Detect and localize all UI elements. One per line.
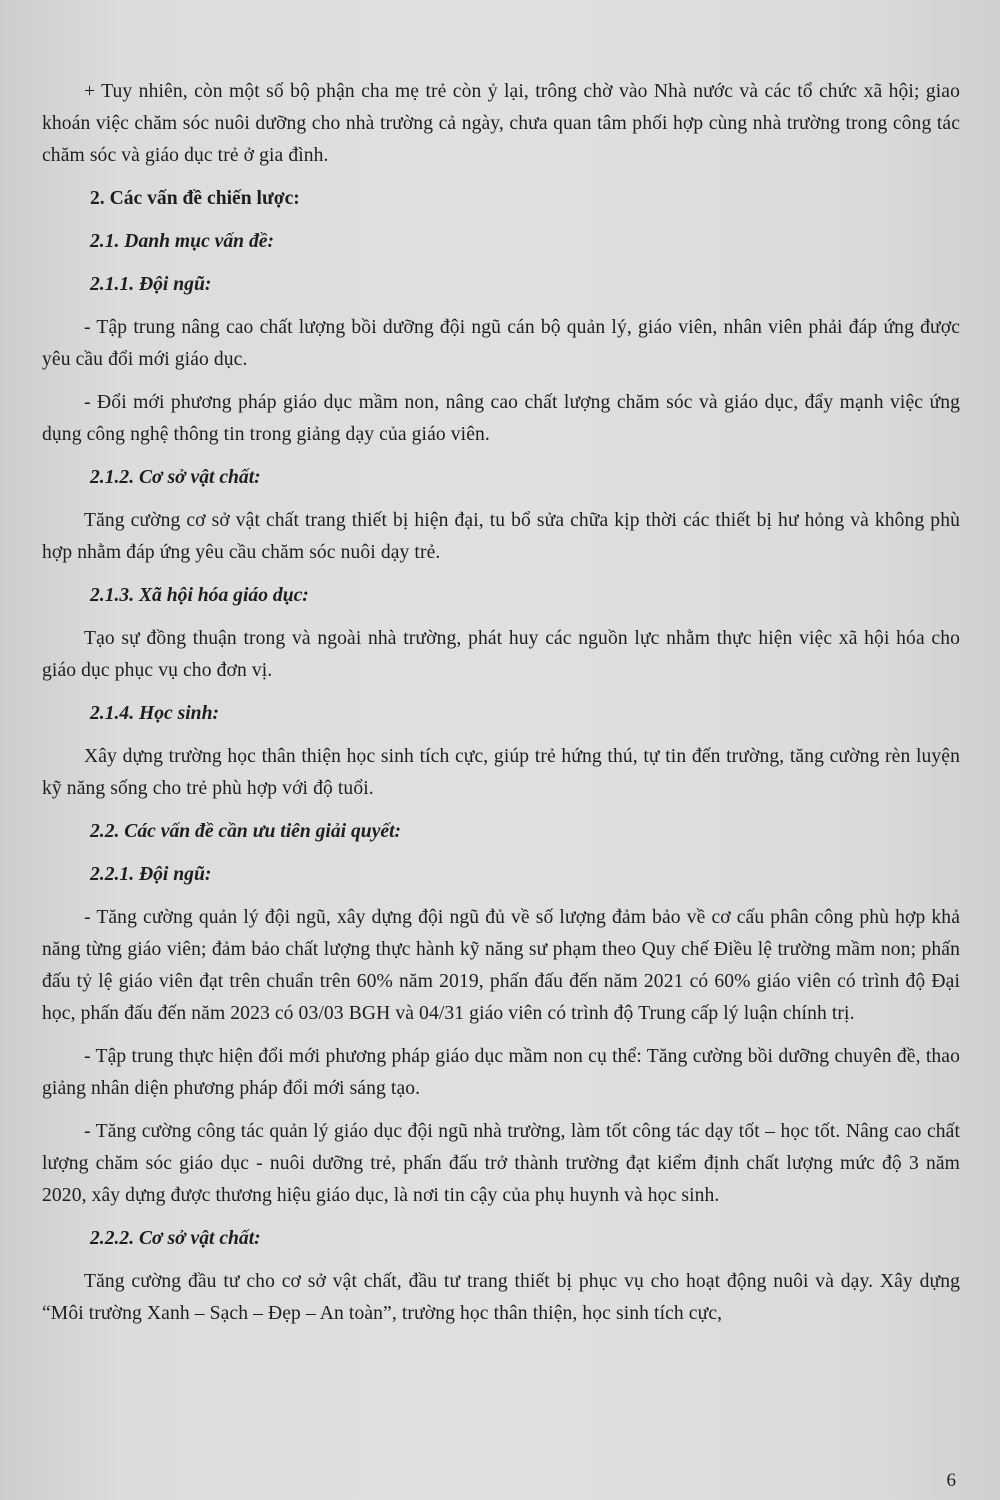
- paragraph: Tạo sự đồng thuận trong và ngoài nhà trường, phát huy các nguồn lực nhằm thực hiện việc xã hội hóa cho giáo dục phục vụ cho đơn vị.: [42, 628, 960, 681]
- paragraph: Tăng cường cơ sở vật chất trang thiết bị hiện đại, tu bổ sửa chữa kịp thời các thiết bị hư hỏng và không phù hợp nhằm đáp ứng yêu cầu chăm sóc nuôi dạy trẻ.: [42, 510, 960, 563]
- paragraph: - Tập trung nâng cao chất lượng bồi dưỡng đội ngũ cán bộ quản lý, giáo viên, nhân viên phải đáp ứng được yêu cầu đổi mới giáo dục.: [42, 317, 960, 370]
- paragraph: Xây dựng trường học thân thiện học sinh tích cực, giúp trẻ hứng thú, tự tin đến trường, tăng cường rèn luyện kỹ năng sống cho trẻ phù hợp với độ tuổi.: [42, 746, 960, 799]
- subsection-heading: 2.1.3. Xã hội hóa giáo dục:: [90, 585, 309, 606]
- paragraph: + Tuy nhiên, còn một số bộ phận cha mẹ trẻ còn ỷ lại, trông chờ vào Nhà nước và các tổ chức xã hội; giao khoán việc chăm sóc nuôi dưỡng cho nhà trường cả ngày, chưa quan tâm phối hợp cùng nhà trường trong công tác chăm sóc và giáo dục trẻ ở gia đình.: [42, 81, 960, 166]
- subsection-heading: 2.2.2. Cơ sở vật chất:: [90, 1228, 261, 1249]
- page-number: 6: [946, 1470, 956, 1491]
- paragraph: - Tăng cường công tác quản lý giáo dục đội ngũ nhà trường, làm tốt công tác dạy tốt – học tốt. Nâng cao chất lượng chăm sóc giáo dục - nuôi dưỡng trẻ, phấn đấu trở thành trường đạt kiểm định chất lượng mức độ 3 năm 2020, xây dựng được thương hiệu giáo dục, là nơi tin cậy của phụ huynh và học sinh.: [42, 1121, 960, 1206]
- subsection-heading: 2.1.4. Học sinh:: [90, 703, 220, 724]
- paragraph: Tăng cường đầu tư cho cơ sở vật chất, đầu tư trang thiết bị phục vụ cho hoạt động nuôi và dạy. Xây dựng “Môi trường Xanh – Sạch – Đẹp – An toàn”, trường học thân thiện, học sinh tích cực,: [42, 1271, 960, 1324]
- paragraph: - Tăng cường quản lý đội ngũ, xây dựng đội ngũ đủ về số lượng đảm bảo về cơ cấu phân công phù hợp khả năng từng giáo viên; đảm bảo chất lượng thực hành kỹ năng sư phạm theo Quy chế Điều lệ trường mầm non; phấn đấu tỷ lệ giáo viên đạt trên chuẩn trên 60% năm 2019, phấn đấu đến năm 2021 có 60% giáo viên có trình độ Đại học, phấn đấu đến năm 2023 có 03/03 BGH và 04/31 giáo viên có trình độ Trung cấp lý luận chính trị.: [42, 907, 960, 1024]
- subsection-heading: 2.1.1. Đội ngũ:: [90, 274, 212, 295]
- subsection-heading: 2.1.2. Cơ sở vật chất:: [90, 467, 261, 488]
- section-heading: 2. Các vấn đề chiến lược:: [90, 188, 300, 209]
- paragraph: - Đổi mới phương pháp giáo dục mầm non, nâng cao chất lượng chăm sóc và giáo dục, đẩy mạnh việc ứng dụng công nghệ thông tin trong giảng dạy của giáo viên.: [42, 392, 960, 445]
- subsection-heading: 2.1. Danh mục vấn đề:: [90, 231, 274, 252]
- paragraph: - Tập trung thực hiện đổi mới phương pháp giáo dục mầm non cụ thể: Tăng cường bồi dưỡng chuyên đề, thao giảng nhân diện phương pháp đổi mới sáng tạo.: [42, 1046, 960, 1099]
- subsection-heading: 2.2. Các vấn đề cần ưu tiên giải quyết:: [90, 821, 402, 842]
- subsection-heading: 2.2.1. Đội ngũ:: [90, 864, 212, 885]
